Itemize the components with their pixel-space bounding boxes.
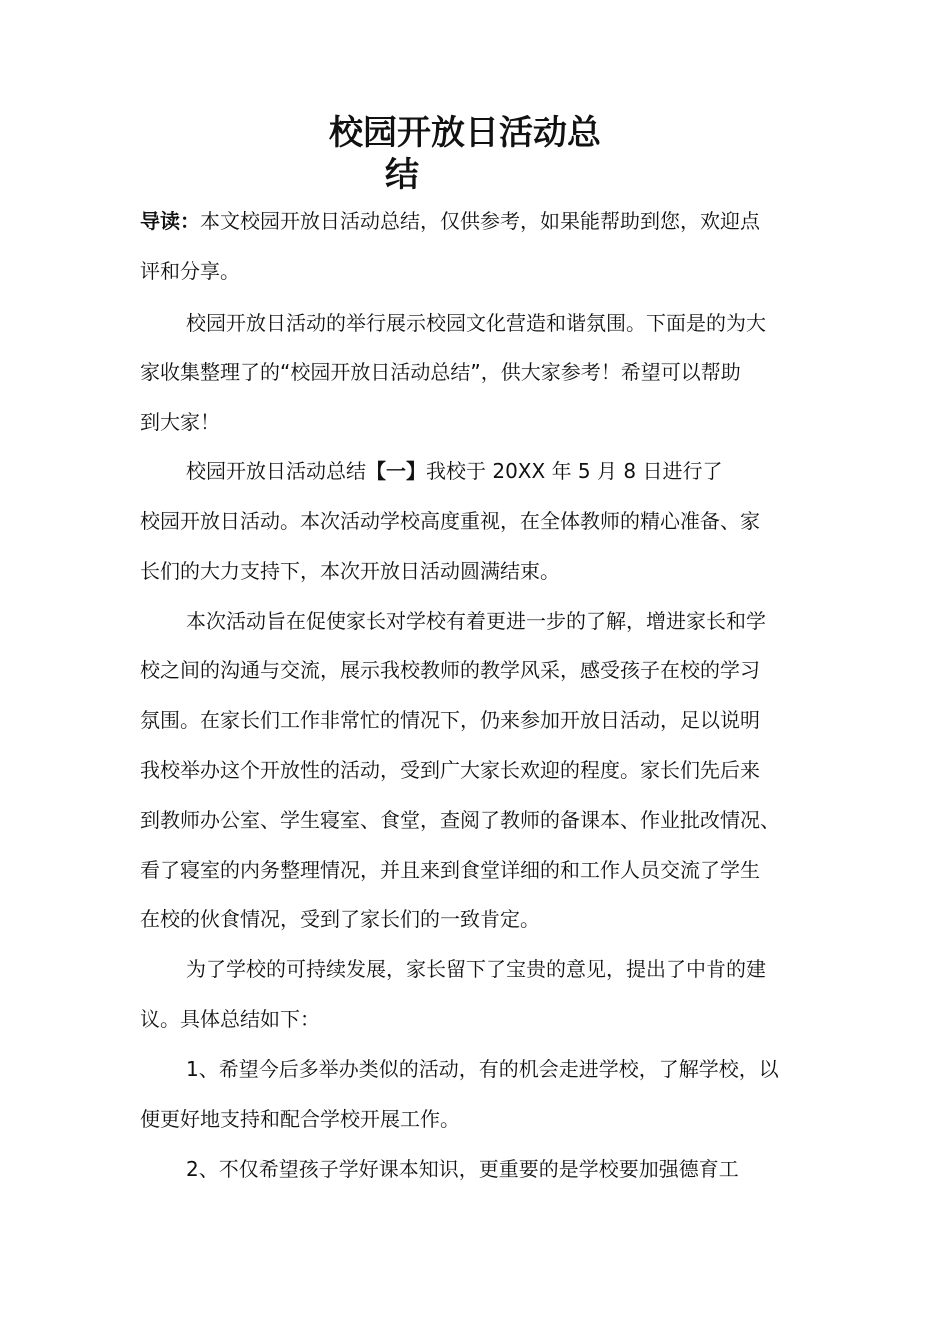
paragraph-2-line-3: 氛围。在家长们工作非常忙的情况下，仍来参加开放日活动，足以说明	[140, 708, 760, 732]
section-1-heading-line	[186, 457, 722, 485]
paragraph-2-line-7: 在校的伙食情况，受到了家长们的一致肯定。	[140, 907, 540, 931]
lead-paragraph-line-1	[140, 207, 760, 235]
lead-paragraph-line-2: 评和分享。	[140, 259, 240, 283]
intro-line-3: 到大家！	[140, 410, 220, 434]
paragraph-2-line-1: 本次活动旨在促使家长对学校有着更进一步的了解，增进家长和学	[186, 609, 766, 633]
paragraph-2-line-6: 看了寝室的内务整理情况，并且来到食堂详细的和工作人员交流了学生	[140, 858, 760, 882]
lead-label: 导读：	[140, 209, 200, 233]
intro-line-2: 家收集整理了的“校园开放日活动总结”，供大家参考！希望可以帮助	[140, 360, 741, 384]
paragraph-2-line-4: 我校举办这个开放性的活动，受到广大家长欢迎的程度。家长们先后来	[140, 758, 760, 782]
list-item-1-line-2: 便更好地支持和配合学校开展工作。	[140, 1107, 460, 1131]
section-1-line-1-text: 我校于 20XX 年 5 月 8 日进行了	[426, 459, 723, 483]
list-item-2-line-1: 2、不仅希望孩子学好课本知识，更重要的是学校要加强德育工	[186, 1157, 739, 1181]
section-1-heading: 校园开放日活动总结	[186, 459, 366, 483]
paragraph-2-line-5: 到教师办公室、学生寝室、食堂，查阅了教师的备课本、作业批改情况、	[140, 808, 780, 832]
intro-line-1: 校园开放日活动的举行展示校园文化营造和谐氛围。下面是的为大	[186, 311, 766, 335]
section-1-line-3: 长们的大力支持下，本次开放日活动圆满结束。	[140, 559, 560, 583]
lead-text: 本文校园开放日活动总结，仅供参考，如果能帮助到您，欢迎点	[200, 209, 760, 233]
paragraph-3-line-2: 议。具体总结如下：	[140, 1007, 320, 1031]
section-1-number: 【一】	[366, 459, 426, 483]
section-1-line-2: 校园开放日活动。本次活动学校高度重视，在全体教师的精心准备、家	[140, 509, 760, 533]
list-item-1-line-1: 1、希望今后多举办类似的活动，有的机会走进学校，了解学校，以	[186, 1057, 779, 1081]
document-title-continuation: 结	[385, 155, 419, 195]
paragraph-3-line-1: 为了学校的可持续发展，家长留下了宝贵的意见，提出了中肯的建	[186, 957, 766, 981]
document-title: 校园开放日活动总	[329, 113, 601, 153]
paragraph-2-line-2: 校之间的沟通与交流，展示我校教师的教学风采，感受孩子在校的学习	[140, 658, 760, 682]
